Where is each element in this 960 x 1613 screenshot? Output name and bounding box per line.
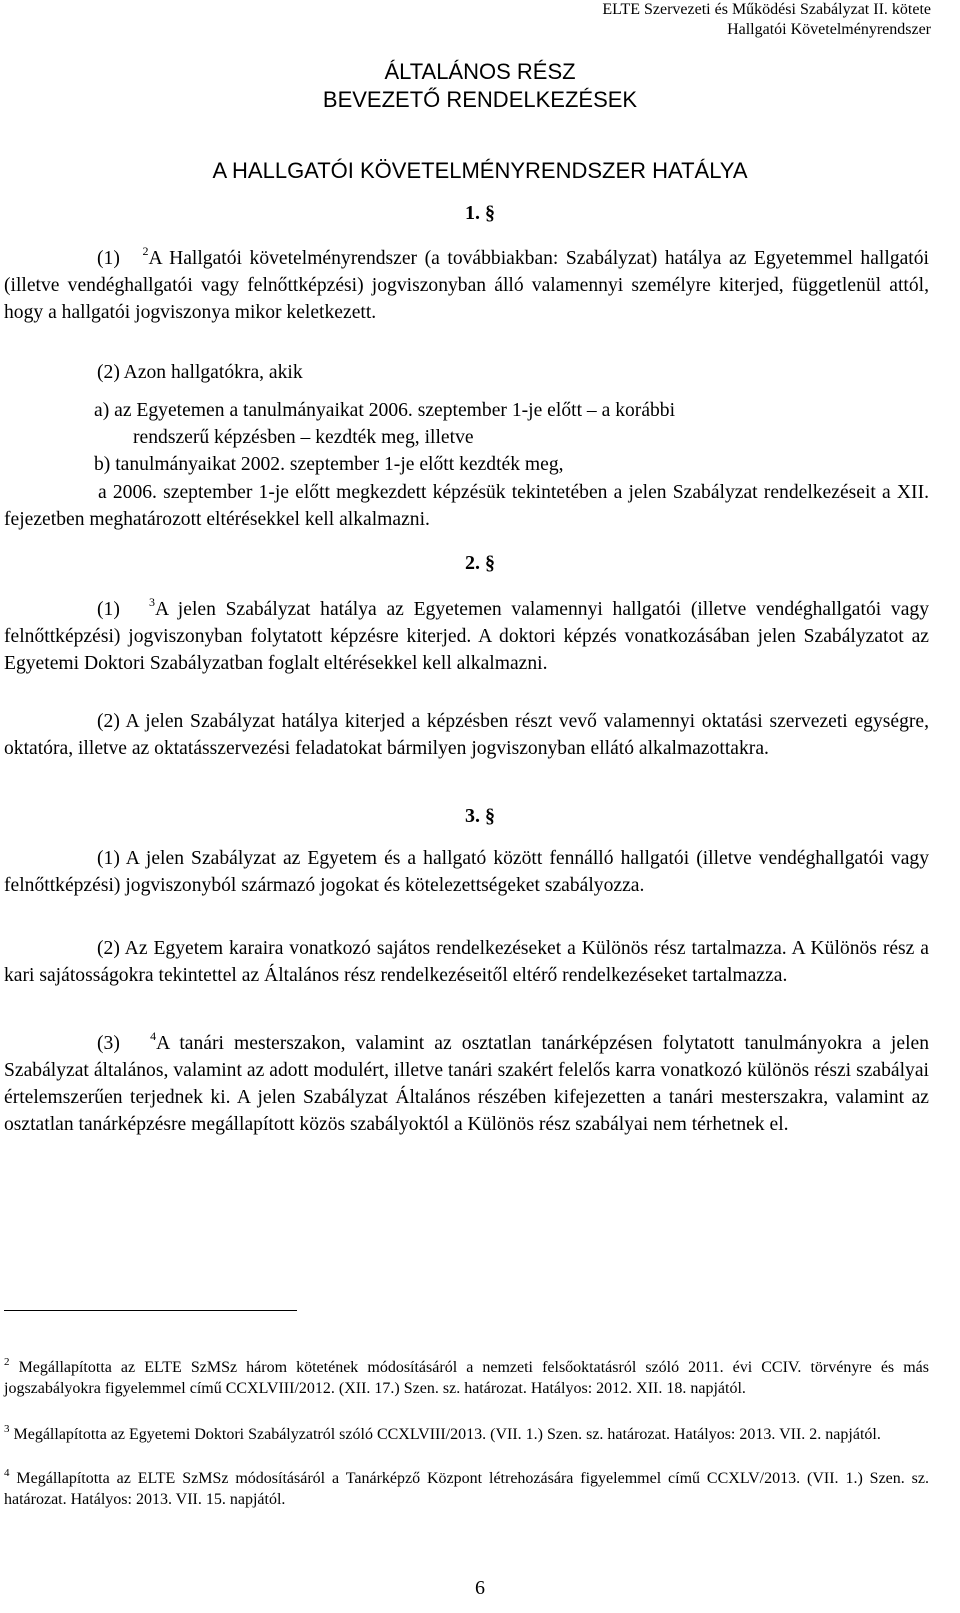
footnote-text: Megállapította az Egyetemi Doktori Szabályzatról szóló CCXLVIII/2013. (VII. 1.) Szen. sz. határozat. Hatályos: 2013. VII. 2. napjától. bbox=[13, 1426, 881, 1443]
section-1-paragraph-2-tail: a 2006. szeptember 1-je előtt megkezdett képzésük tekintetében a jelen Szabályzat rendelkezéseit a XII. fejezetben meghatározott eltérésekkel kell alkalmazni. bbox=[4, 482, 929, 531]
list-item-a: a) az Egyetemen a tanulmányaikat 2006. szeptember 1-je előtt – a korábbi bbox=[94, 400, 676, 421]
footnote-separator bbox=[4, 1310, 297, 1311]
footnote-ref-2: 2 bbox=[142, 244, 149, 258]
footnote-4 bbox=[4, 1463, 929, 1510]
part-title bbox=[0, 58, 960, 114]
footnote-number: 4 bbox=[4, 1467, 10, 1479]
section-1-heading: 1. § bbox=[465, 202, 495, 224]
paragraph-number: (1) bbox=[97, 599, 120, 620]
section-1-paragraph-2: (2) Azon hallgatókra, akik bbox=[97, 362, 303, 383]
section-3-paragraph-2: (2) Az Egyetem karaira vonatkozó sajátos rendelkezéseket a Különös rész tartalmazza. A Különös rész a kari sajátosságokra tekintettel az Általános rész rendelkezéseitől eltérő rendelkezéseket tartalmazza. bbox=[4, 938, 929, 987]
footnote-text: Megállapította az ELTE SzMSz módosításáról a Tanárképző Központ létrehozására figyelemmel című CCXLV/2013. (VII. 1.) Szen. sz. határozat. Hatályos: 2013. VII. 15. napjától. bbox=[4, 1470, 930, 1508]
footnote-number: 3 bbox=[4, 1423, 10, 1435]
section-3-heading: 3. § bbox=[465, 805, 495, 827]
paragraph-number: (1) bbox=[97, 248, 120, 269]
chapter-title: A HALLGATÓI KÖVETELMÉNYRENDSZER HATÁLYA bbox=[212, 158, 748, 183]
paragraph-text: A Hallgatói követelményrendszer (a továbbiakban: Szabályzat) hatálya az Egyetemmel hallgatói (illetve vendéghallgatói vagy felnőttképzési) jogviszonyban álló valamennyi személyre kiterjed, függetlenül attól, hogy a hallgatói jogviszonya mikor keletkezett. bbox=[4, 248, 929, 324]
section-3-paragraph-1: (1) A jelen Szabályzat az Egyetem és a hallgató között fennálló hallgatói (illetve vendéghallgatói vagy felnőttképzési) jogviszonyból származó jogokat és kötelezettségeket szabályozza. bbox=[4, 848, 929, 897]
list-item-a-continuation: rendszerű képzésben – kezdték meg, illetve bbox=[133, 427, 474, 448]
header-line-1: ELTE Szervezeti és Működési Szabályzat II. kötete bbox=[602, 1, 931, 18]
part-title-line-1: ÁLTALÁNOS RÉSZ bbox=[384, 59, 576, 84]
paragraph-text: A tanári mesterszakon, valamint az osztatlan tanárképzésen folytatott tanulmányokra a jelen Szabályzat általános, valamint az adott modulért, illetve tanári szakért felelős karra vonatkozó különös részi szabályai értelemszerűen terjednek ki. A jelen Szabályzat Általános részében kifejezetten a tanári mesterszakra, valamint az osztatlan tanárképzésre megállapított közös szabályoktól a Különös rész szabályai nem térhetnek el. bbox=[4, 1033, 930, 1136]
section-2-paragraph-1 bbox=[4, 589, 929, 677]
footnote-number: 2 bbox=[4, 1356, 10, 1368]
section-3-paragraph-3 bbox=[4, 1023, 929, 1138]
header-line-2: Hallgatói Követelményrendszer bbox=[727, 21, 931, 38]
part-title-line-2: BEVEZETŐ RENDELKEZÉSEK bbox=[322, 87, 638, 112]
footnote-ref-4: 4 bbox=[150, 1029, 157, 1043]
paragraph-number: (3) bbox=[97, 1033, 120, 1054]
footnote-2 bbox=[4, 1352, 929, 1399]
footnote-3 bbox=[4, 1419, 929, 1446]
footnote-text: Megállapította az ELTE SzMSz három kötetének módosításáról a nemzeti felsőoktatásról szóló 2011. évi CCIV. törvényre és más jogszabályokra figyelemmel című CCXLVIII/2012. (XII. 17.) Szen. sz. határozat. Hatályos: 2012. XII. 18. napjától. bbox=[4, 1359, 929, 1397]
paragraph-text: A jelen Szabályzat hatálya az Egyetemen valamennyi hallgatói (illetve vendéghallgatói vagy felnőttképzési) jogviszonyban folytatott képzésre kiterjed. A doktori képzés vonatkozásában jelen Szabályzatot az Egyetemi Doktori Szabályzatban foglalt eltérésekkel kell alkalmazni. bbox=[4, 599, 929, 675]
running-header bbox=[602, 0, 931, 40]
list-item-b: b) tanulmányaikat 2002. szeptember 1-je előtt kezdték meg, bbox=[94, 454, 564, 475]
section-2-heading: 2. § bbox=[465, 552, 495, 574]
footnote-ref-3: 3 bbox=[149, 595, 156, 609]
page-number: 6 bbox=[475, 1577, 485, 1599]
section-1-paragraph-1 bbox=[4, 238, 929, 326]
section-2-paragraph-2: (2) A jelen Szabályzat hatálya kiterjed a képzésben részt vevő valamennyi oktatási szervezeti egységre, oktatóra, illetve az oktatásszervezési feladatokat bármilyen jogviszonyban ellátó alkalmazottakra. bbox=[4, 711, 929, 760]
